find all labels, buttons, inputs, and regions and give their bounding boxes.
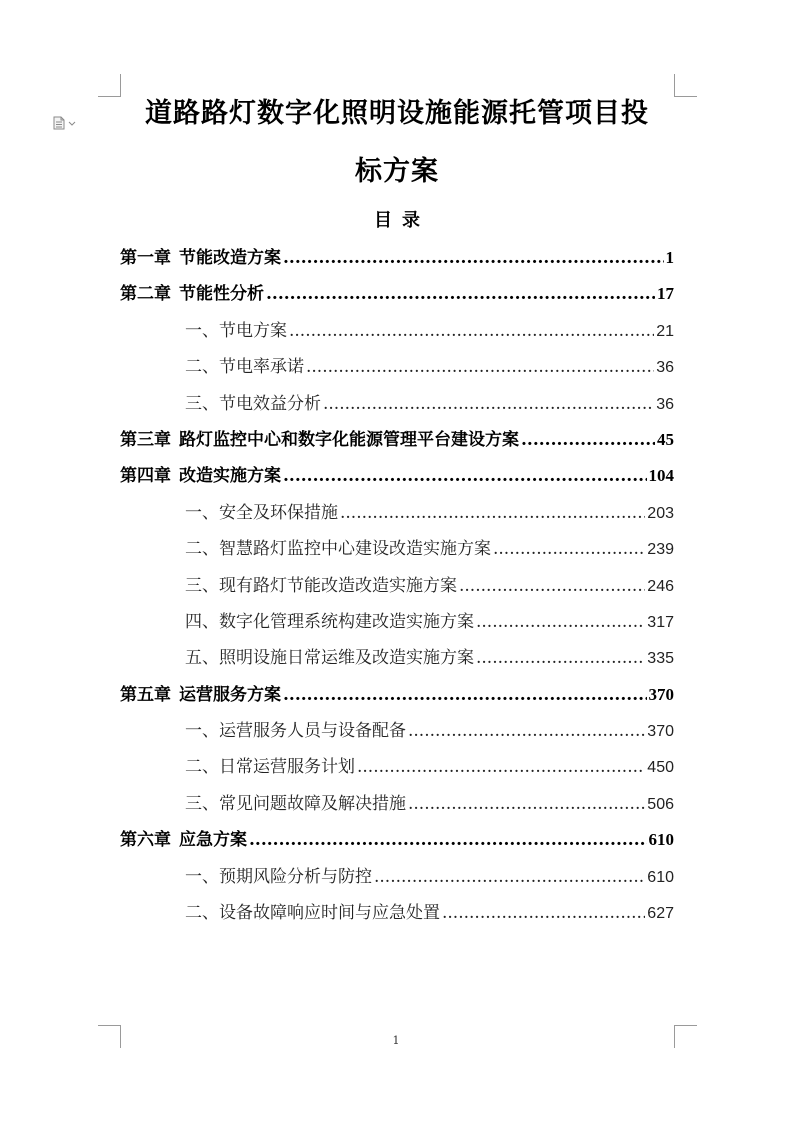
toc-section-entry[interactable]: [120, 859, 674, 895]
toc-page-number: 370: [648, 684, 674, 704]
toc-page-number: 627: [647, 905, 674, 923]
toc-entry-label: [185, 495, 338, 531]
toc-entry-label: [120, 677, 281, 713]
toc-dot-leader: [408, 713, 645, 749]
toc-entry-label: [185, 786, 406, 822]
toc-chapter-entry[interactable]: [120, 822, 674, 858]
toc-entry-label: [185, 604, 474, 640]
toc-entry-text: 二、智慧路灯监控中心建设改造实施方案: [185, 539, 491, 560]
toc-page-number: 203: [647, 504, 674, 522]
toc-page-number: 21: [656, 322, 674, 340]
document-icon[interactable]: [52, 115, 78, 129]
toc-entry-text: 三、常见问题故障及解决措施: [185, 793, 406, 814]
toc-page-number: 17: [657, 284, 674, 304]
toc-dot-leader: [521, 422, 655, 458]
page-corner-mark-top-left: [98, 74, 121, 97]
toc-entry-text: 二、日常运营服务计划: [185, 757, 355, 778]
toc-entry-label: [120, 822, 247, 858]
toc-entry-label: [185, 568, 457, 604]
toc-chapter-number: 第六章: [120, 830, 171, 851]
toc-dot-leader: [283, 458, 647, 494]
toc-dot-leader: [306, 349, 654, 385]
toc-entry-label: [185, 349, 304, 385]
toc-page-number: 1: [665, 248, 674, 267]
toc-entry-text: 一、安全及环保措施: [185, 502, 338, 523]
toc-chapter-entry[interactable]: [120, 422, 674, 458]
toc-section-entry[interactable]: [120, 604, 674, 640]
toc-page-number: 450: [647, 759, 674, 777]
toc-entry-label: [185, 859, 372, 895]
toc-heading: 目录: [374, 210, 430, 231]
toc-chapter-number: 第四章: [120, 466, 171, 487]
toc-chapter-entry[interactable]: [120, 677, 674, 713]
toc-section-entry[interactable]: [120, 386, 674, 422]
toc-chapter-number: 第一章: [120, 248, 171, 268]
toc-page-number: 36: [656, 395, 674, 413]
toc-page-number: 239: [647, 541, 674, 559]
toc-page-number: 45: [657, 429, 674, 449]
toc-dot-leader: [283, 240, 664, 276]
toc-entry-text: 运营服务方案: [179, 684, 281, 705]
toc-entry-label: [120, 276, 264, 312]
toc-entry-label: [185, 749, 355, 785]
document-title-line-2: 标方案: [355, 156, 439, 187]
toc-entry-text: 五、照明设施日常运维及改造实施方案: [185, 648, 474, 669]
toc-section-entry[interactable]: [120, 749, 674, 785]
toc-chapter-number: 第二章: [120, 284, 171, 305]
toc-section-entry[interactable]: [120, 640, 674, 676]
toc-dot-leader: [266, 276, 655, 312]
toc-entry-label: [120, 458, 281, 494]
toc-entry-text: 二、节电率承诺: [185, 357, 304, 378]
toc-page-number: 370: [647, 723, 674, 741]
page-corner-mark-top-right: [674, 74, 697, 97]
table-of-contents: [120, 240, 674, 931]
toc-page-number: 36: [656, 359, 674, 377]
document-title-line-1: 道路路灯数字化照明设施能源托管项目投: [145, 98, 649, 129]
toc-entry-text: 三、现有路灯节能改造改造实施方案: [185, 575, 457, 596]
toc-entry-text: 二、设备故障响应时间与应急处置: [185, 903, 440, 924]
toc-entry-text: 节能性分析: [179, 284, 264, 305]
toc-section-entry[interactable]: [120, 895, 674, 931]
toc-dot-leader: [340, 495, 645, 531]
toc-entry-text: 应急方案: [179, 830, 247, 851]
toc-section-entry[interactable]: [120, 495, 674, 531]
toc-dot-leader: [374, 859, 645, 895]
toc-dot-leader: [289, 313, 654, 349]
toc-chapter-entry[interactable]: [120, 458, 674, 494]
toc-section-entry[interactable]: [120, 786, 674, 822]
toc-entry-label: [185, 386, 321, 422]
toc-section-entry[interactable]: [120, 349, 674, 385]
toc-page-number: 610: [647, 868, 674, 886]
toc-entry-label: [185, 640, 474, 676]
toc-entry-label: [185, 531, 491, 567]
page-number: 1: [392, 1034, 400, 1047]
toc-page-number: 506: [647, 795, 674, 813]
toc-entry-label: [120, 422, 519, 458]
toc-section-entry[interactable]: [120, 531, 674, 567]
toc-page-number: 317: [647, 613, 674, 631]
toc-dot-leader: [493, 531, 645, 567]
toc-page-number: 246: [647, 577, 674, 595]
toc-dot-leader: [476, 640, 645, 676]
toc-entry-label: [185, 313, 287, 349]
toc-entry-text: 路灯监控中心和数字化能源管理平台建设方案: [179, 429, 519, 450]
toc-entry-text: 节能改造方案: [179, 248, 281, 268]
toc-entry-text: 一、节电方案: [185, 320, 287, 341]
toc-dot-leader: [459, 568, 645, 604]
toc-entry-text: 三、节电效益分析: [185, 393, 321, 414]
toc-section-entry[interactable]: [120, 713, 674, 749]
toc-dot-leader: [323, 386, 654, 422]
toc-dot-leader: [476, 604, 645, 640]
toc-entry-label: [185, 895, 440, 931]
toc-page-number: 335: [647, 650, 674, 668]
toc-page-number: 610: [648, 830, 674, 850]
toc-chapter-number: 第五章: [120, 684, 171, 705]
toc-entry-text: 一、预期风险分析与防控: [185, 866, 372, 887]
toc-entry-label: [120, 240, 281, 276]
toc-section-entry[interactable]: [120, 313, 674, 349]
toc-dot-leader: [408, 786, 645, 822]
toc-entry-label: [185, 713, 406, 749]
toc-dot-leader: [283, 677, 647, 713]
toc-dot-leader: [249, 822, 647, 858]
toc-chapter-entry[interactable]: [120, 276, 674, 312]
toc-dot-leader: [442, 895, 645, 931]
toc-section-entry[interactable]: [120, 568, 674, 604]
toc-page-number: 104: [648, 466, 674, 486]
toc-chapter-entry[interactable]: [120, 240, 674, 276]
toc-entry-text: 一、运营服务人员与设备配备: [185, 721, 406, 742]
toc-entry-text: 改造实施方案: [179, 466, 281, 487]
toc-dot-leader: [357, 749, 645, 785]
toc-chapter-number: 第三章: [120, 429, 171, 450]
toc-entry-text: 四、数字化管理系统构建改造实施方案: [185, 611, 474, 632]
